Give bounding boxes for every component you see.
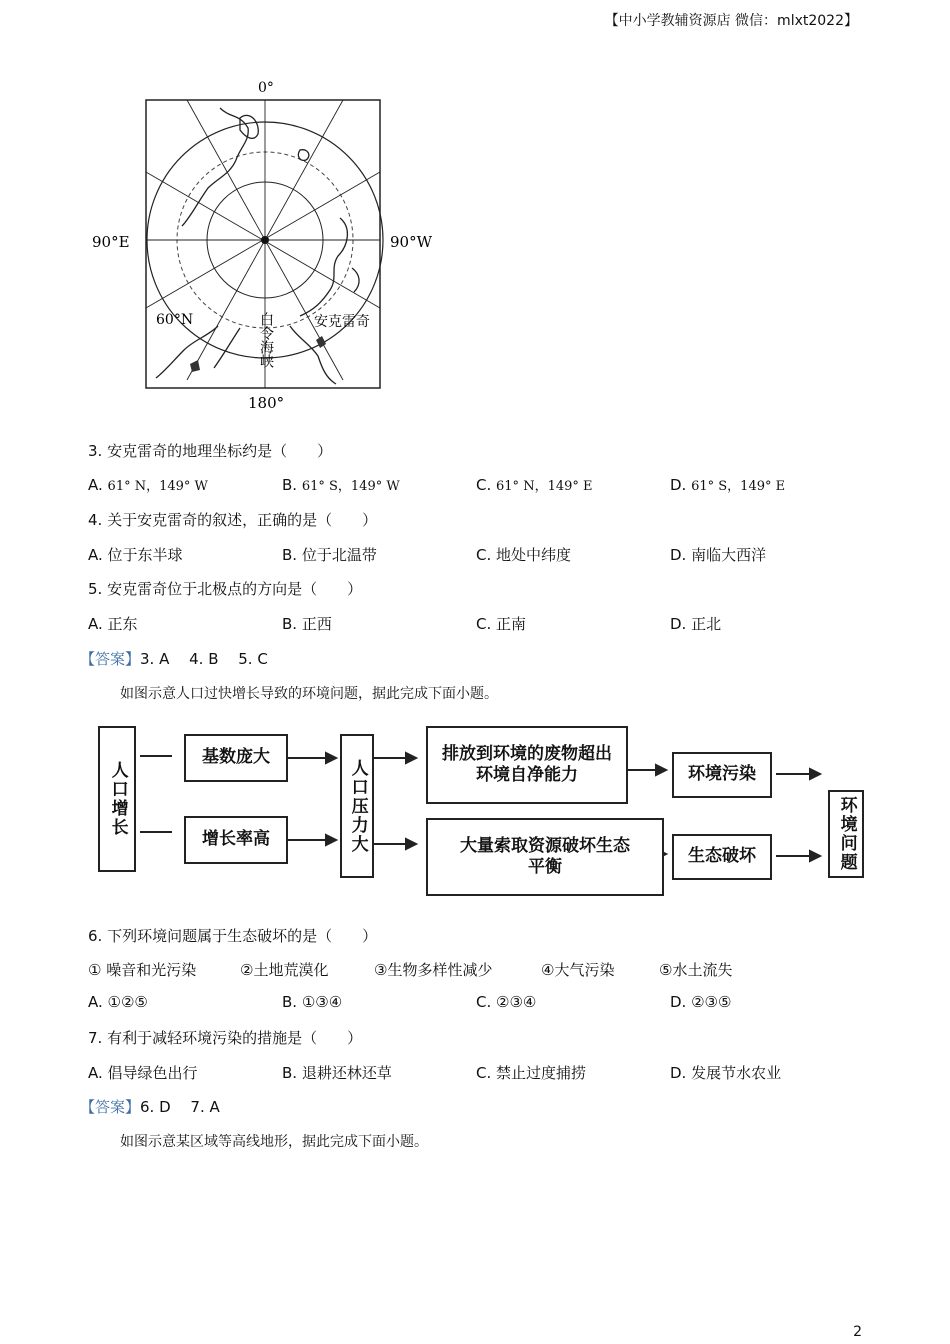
q4-options <box>0 544 950 564</box>
q6-stem: 6. 下列环境问题属于生态破坏的是（ ） <box>88 927 378 945</box>
q6-item-4: ④大气污染 <box>541 961 615 979</box>
answer-text: 3. A 4. B 5. C <box>140 650 268 668</box>
q3-option-a[interactable]: A. 61° N，149° W <box>88 476 208 494</box>
q5-stem: 5. 安克雷奇位于北极点的方向是（ ） <box>88 580 363 598</box>
q6-options <box>0 993 950 1013</box>
box-high-growth-rate: 增长率高 <box>184 816 288 864</box>
q6-option-b[interactable]: B. ①③④ <box>282 993 343 1011</box>
page-number: 2 <box>853 1324 862 1340</box>
q7-option-a[interactable]: A. 倡导绿色出行 <box>88 1064 198 1082</box>
map-label-180: 180° <box>248 394 285 412</box>
population-flow-diagram <box>90 718 870 903</box>
answer-block-2 <box>80 1096 220 1117</box>
q4-stem: 4. 关于安克雷奇的叙述，正确的是（ ） <box>88 511 378 529</box>
q3-stem: 3. 安克雷奇的地理坐标约是（ ） <box>88 442 333 460</box>
answer-label: 【答案】 <box>80 1098 141 1116</box>
box-resource-depletion: 大量索取资源破坏生态平衡 <box>426 818 664 896</box>
intro-population: 如图示意人口过快增长导致的环境问题，据此完成下面小题。 <box>120 686 498 702</box>
map-label-90w: 90°W <box>390 233 433 251</box>
map-label-anchorage: 安克雷奇 <box>314 314 370 330</box>
q5-options <box>0 613 950 633</box>
q4-option-c[interactable]: C. 地处中纬度 <box>476 546 572 564</box>
q6-item-2: ②土地荒漠化 <box>240 961 329 979</box>
box-environmental-problems: 环境问题 <box>828 790 864 878</box>
map-label-60n: 60°N <box>156 312 194 328</box>
box-population-pressure: 人口压力大 <box>340 734 374 878</box>
q4-option-d[interactable]: D. 南临大西洋 <box>670 546 767 564</box>
q6-item-1: ① 噪音和光污染 <box>88 961 197 979</box>
box-ecological-damage: 生态破坏 <box>672 834 772 880</box>
q3-option-d[interactable]: D. 61° S，149° E <box>670 476 786 494</box>
q6-option-c[interactable]: C. ②③④ <box>476 993 537 1011</box>
page-header: 【中小学教辅资源店 微信：mlxt2022】 <box>604 13 858 29</box>
answer-block-1 <box>80 648 268 669</box>
q3-option-b[interactable]: B. 61° S，149° W <box>282 476 400 494</box>
q3-option-c[interactable]: C. 61° N，149° E <box>476 476 593 494</box>
polar-map-figure <box>90 78 450 418</box>
q6-option-a[interactable]: A. ①②⑤ <box>88 993 148 1011</box>
q3-options <box>0 475 950 495</box>
q5-option-b[interactable]: B. 正西 <box>282 615 332 633</box>
box-large-base: 基数庞大 <box>184 734 288 782</box>
q5-option-c[interactable]: C. 正南 <box>476 615 527 633</box>
q7-stem: 7. 有利于减轻环境污染的措施是（ ） <box>88 1029 363 1047</box>
q5-option-a[interactable]: A. 正东 <box>88 615 138 633</box>
polar-map <box>90 78 450 418</box>
answer-label: 【答案】 <box>80 650 141 668</box>
q7-option-d[interactable]: D. 发展节水农业 <box>670 1064 782 1082</box>
q6-item-3: ③生物多样性减少 <box>374 961 493 979</box>
answer-text: 6. D 7. A <box>140 1098 220 1116</box>
map-label-bering-strait: 白令海峡 <box>258 312 274 368</box>
box-population-growth: 人口增长 <box>98 726 136 872</box>
q7-option-b[interactable]: B. 退耕还林还草 <box>282 1064 392 1082</box>
intro-contour: 如图示意某区域等高线地形，据此完成下面小题。 <box>120 1134 428 1150</box>
map-label-90e: 90°E <box>92 233 130 251</box>
q7-options <box>0 1062 950 1082</box>
q7-option-c[interactable]: C. 禁止过度捕捞 <box>476 1064 587 1082</box>
q5-option-d[interactable]: D. 正北 <box>670 615 722 633</box>
q6-item-5: ⑤水土流失 <box>659 961 733 979</box>
q4-option-a[interactable]: A. 位于东半球 <box>88 546 183 564</box>
box-waste-exceeds-capacity: 排放到环境的废物超出环境自净能力 <box>426 726 628 804</box>
q4-option-b[interactable]: B. 位于北温带 <box>282 546 377 564</box>
box-environmental-pollution: 环境污染 <box>672 752 772 798</box>
map-label-0: 0° <box>258 80 274 96</box>
q6-items <box>0 959 950 979</box>
q6-option-d[interactable]: D. ②③⑤ <box>670 993 732 1011</box>
